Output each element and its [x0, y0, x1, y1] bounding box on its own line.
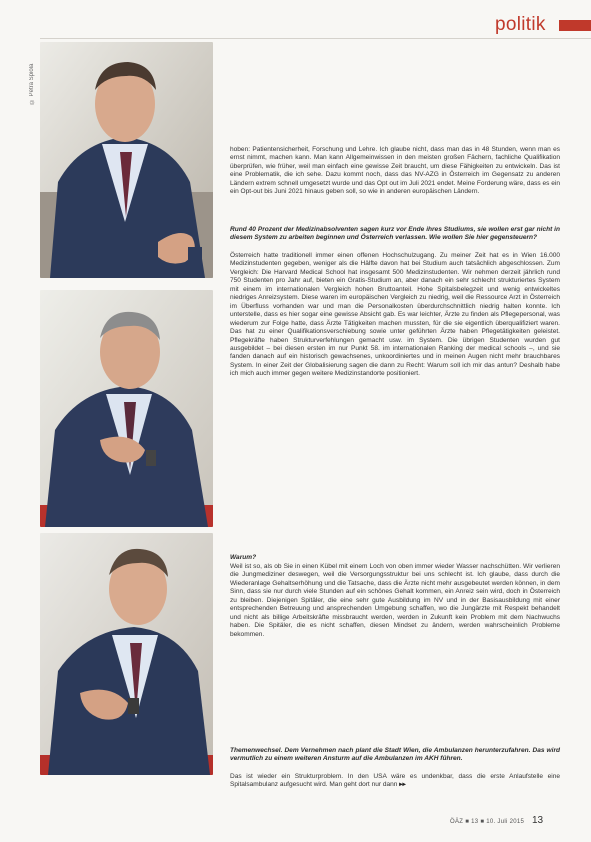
interview-question-3 — [230, 747, 560, 764]
paragraph-text: Weil ist so, als ob Sie in einen Kübel mit einem Loch von oben immer wieder Wasser nachschütten. Wir verlieren die Jungmediziner deswegen, weil die Versorgungsstruktur bei uns schlecht ist. Ich glaube, dass durch die Wiederanlage Gehaltserhöhung und die Tatsache, dass die Ärzte nicht mehr ausgebeutet werden können, in dem Sinn, dass sie nur durch viele Stunden auf ein schönes Gehalt kommen, ein Anreiz sein wird, doch in Österreich zu bleiben. Diejenigen Spitäler, die eine sehr gute Ausbildung im NV und in der Basisausbildung mit einer entsprechenden Betreuung und ansprechenden Umgebung schaffen, wo die Jungärzte mit Respekt behandelt und nicht als billige Arbeitskräfte missbraucht werden, werden in Zukunft kein Problem mit dem Nachwuchs haben. Die Spitäler, die es nicht schaffen, diesen Mindset zu ändern, werden wahrscheinlich Probleme bekommen. — [230, 563, 560, 638]
paragraph-text: Das ist wieder ein Strukturproblem. In den USA wäre es undenkbar, dass die erste Anlaufstelle eine Spitalsambulanz aufgesucht wird. Man geht dort nur dann ▸▸ — [230, 773, 560, 789]
question-text: Warum? — [230, 554, 257, 561]
interview-question-2 — [230, 554, 560, 562]
portrait-photo-1 — [40, 42, 213, 278]
section-title: politik — [495, 14, 546, 35]
continue-arrow-icon: ▸▸ — [399, 781, 406, 789]
portrait-photo-2 — [40, 290, 213, 527]
question-text: Rund 40 Prozent der Medizinabsolventen sagen kurz vor Ende ihres Studiums, sie wollen erst gar nicht in diesem System zu arbeiten beginnen und Österreich verlassen. Wie wollen Sie hier gegensteuern? — [230, 226, 560, 242]
article-paragraph-4 — [230, 773, 560, 790]
page-number: 13 — [532, 815, 544, 826]
portrait-photo-3 — [40, 533, 213, 775]
article-paragraph-1 — [230, 146, 560, 197]
header-rule — [40, 38, 591, 39]
issue-info: ÖÄZ ■ 13 ■ 10. Juli 2015 — [450, 819, 525, 825]
section-header — [473, 14, 591, 36]
photo-credit: © Petra Spiola — [29, 63, 35, 104]
paragraph-text: hoben: Patientensicherheit, Forschung und Lehre. Ich glaube nicht, dass man das in 48 Stunden, wenn man es ernst nimmt, machen kann. Man kann Allgemeinwissen in den meisten großen Fächern, fachliche Qualifikation überprüfen, wie früher, weil man einfach eine gewisse Zeit braucht, um diese Fähigkeiten zu entwickeln. Das ist eine Problematik, die ich sehe. Dazu kommt noch, dass das NV-AZG in Österreich im Gegensatz zu anderen Ländern extrem schnell umgesetzt wurde und das Opt out im Juli 2021 endet. Meine Forderung wäre, dass es ein ein Opt-out bis Juni 2021 hinaus geben soll, so wie in anderen europäischen Ländern. — [230, 146, 560, 196]
section-color-bar — [559, 20, 591, 31]
paragraph-text: Österreich hatte traditionell immer einen offenen Hochschulzugang. Zu meiner Zeit hat es in Wien 16.000 Medizinstudenten gegeben, weniger als die Hälfte davon hat bei Studium auch tatsächlich abgeschlossen. Zum Vergleich: Die Harvard Medical School hat insgesamt 500 Medizinstudenten. Wir nehmen derzeit jährlich rund 750 Studenten pro Jahr auf, bieten ein Gratis-Studium an, aber danach ein sehr schlecht strukturiertes System mit einem im internationalen Vergleich hohen Bruttoanteil. Hohe Spitalsbelegzeit und wenig entwickeltes niedriges Anreizsystem. Diese waren im europäischen Vergleich zu niedrig, weil die Ressource Arzt in Österreich im Überfluss vorhanden war und man die Personalkosten überdurchschnittlich niedrig halten konnte. Ich unterstelle, dass es hier sogar eine gewisse Absicht gab. Es war leichter, Ärzte zu finden als Pflegepersonal, was wiederum zur Folge hatte, dass Ärzte Tätigkeiten machen mussten, für die sie eigentlich überqualifiziert waren. Das hat zu einer Qualifikationsverschiebung sowie unter geführten Ärzte haben Pflegetätigkeiten geleistet. Pflegekräfte haben Strukturverfehlungen gemacht usw. im System. Die übrigen Studenten wurden gut ausgebildet – bei diesen ersten im nur Punkt 58. im internationalen Ranking der medical schools –, und sie fanden danach auf ein historisch gewachsenes, unkoordiniertes und in meinen Augen nicht mehr brauchbares System. In einer Zeit der Globalisierung sagen die dann zu Recht: Warum soll ich mir das antun? Deshalb habe ich mich auch immer gegen weitere Medizinstandorte positioniert. — [230, 252, 560, 378]
article-paragraph-3 — [230, 563, 560, 639]
question-text: Themenwechsel. Dem Vernehmen nach plant die Stadt Wien, die Ambulanzen herunterzufahren. Das wird vermutlich zu einem weiteren Ansturm auf die Ambulanzen im AKH führen. — [230, 747, 560, 763]
interview-question-1 — [230, 226, 560, 243]
article-paragraph-2 — [230, 252, 560, 379]
